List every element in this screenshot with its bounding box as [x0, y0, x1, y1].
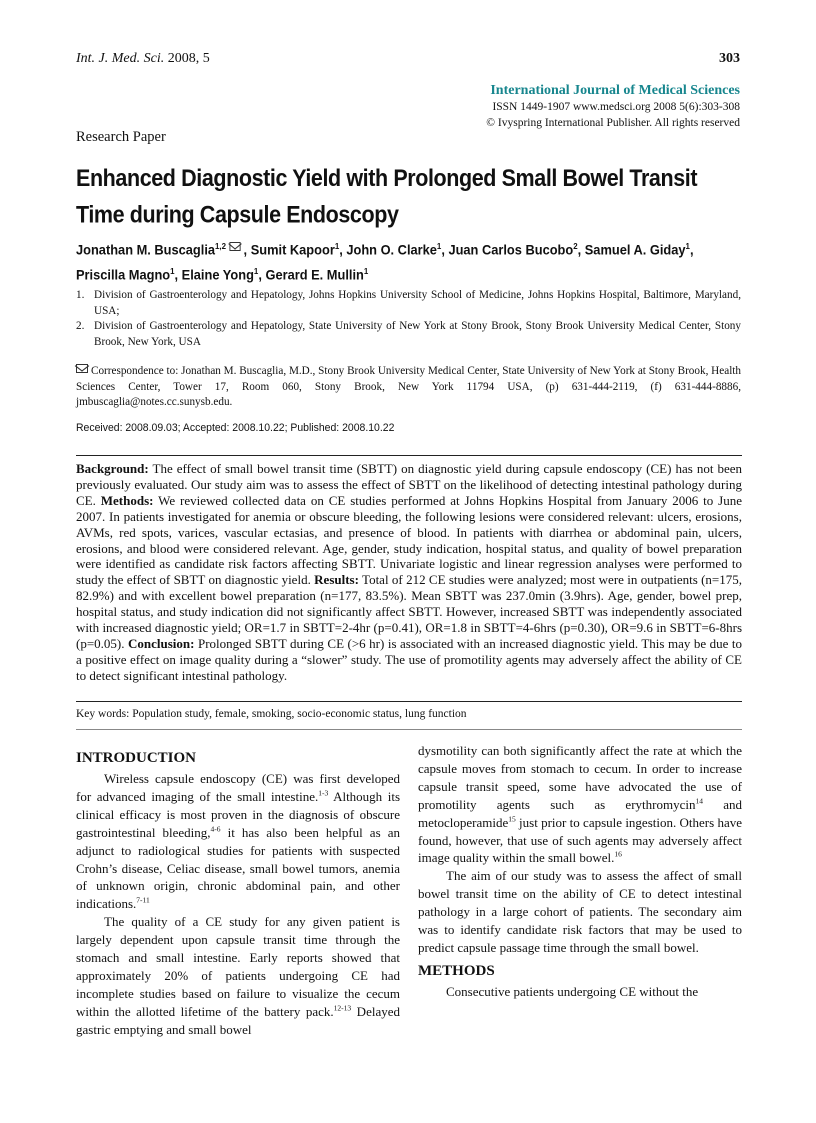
- author-affiliation: 1: [334, 241, 340, 251]
- page-number: 303: [719, 51, 740, 66]
- text-run: Wireless capsule endoscopy (CE) was first developed for advanced imaging of the small intestine.: [76, 771, 400, 804]
- envelope-icon: [230, 242, 241, 251]
- author-affiliation: 1: [170, 265, 175, 276]
- affiliation-item: [76, 288, 741, 319]
- author: Priscilla Magno: [76, 267, 171, 283]
- affiliation-number: 2.: [76, 320, 85, 333]
- affiliation-text: Division of Gastroenterology and Hepatology, Johns Hopkins University School of Medicine, Johns Hopkins Hospital, Baltimore, Maryland, USA;: [94, 289, 741, 317]
- body-column-left: [76, 748, 400, 1039]
- issn-line: ISSN 1449-1907 www.medsci.org 2008 5(6):303-308: [492, 101, 740, 113]
- abstract-results: Total of 212 CE studies were analyzed; most were in outpatients (n=175, 82.9%) and with excellent bowel preparation (n=177, 83.5%). Mean SBTT was 237.0min (3.9hrs). Age, gender, bowel prep, hospital status, and study indication did not significantly affect SBTT. However, increased SBTT was independently associated with increased diagnostic yield; OR=1.7 in SBTT=2-4hr (p=0.41), OR=1.8 in SBTT=4-6hrs (p=0.30), OR=9.6 in SBTT=6-8hrs (p=0.05).: [76, 572, 743, 651]
- affiliation-text: Division of Gastroenterology and Hepatology, State University of New York at Stony Brook, Stony Brook University Medical Center, Stony Brook, New York, USA: [94, 320, 741, 348]
- author: Elaine Yong: [181, 267, 254, 283]
- intro-paragraph-1: [76, 770, 400, 913]
- author-affiliation: 1: [436, 241, 442, 251]
- author-affiliation: 1: [363, 265, 369, 276]
- author: Sumit Kapoor: [250, 242, 335, 258]
- citation: 16: [614, 850, 622, 860]
- year-volume: 2008, 5: [164, 51, 210, 66]
- paper-type: Research Paper: [76, 129, 166, 145]
- abstract-top-rule: [76, 455, 742, 456]
- author: Jonathan M. Buscaglia: [76, 242, 216, 258]
- author-affiliation: 1: [253, 265, 259, 276]
- paper-title: Enhanced Diagnostic Yield with Prolonged Small Bowel Transit Time during Capsule Endoscopy: [76, 164, 698, 229]
- citation: 4-6: [210, 824, 221, 834]
- abstract-conclusion-label: Conclusion:: [128, 635, 195, 651]
- citation: 1-3: [318, 788, 329, 798]
- abstract-background-label: Background:: [76, 461, 149, 476]
- citation: 7-11: [136, 896, 150, 906]
- text-run: dysmotility can both significantly affect the rate at which the capsule moves from stomach to cecum. In order to increase capsule transit speed, some have advocated the use of promotility agents such as erythromycin: [418, 743, 742, 812]
- abstract-background: The effect of small bowel transit time (SBTT) on diagnostic yield during capsule endoscopy (CE) has not been previously evaluated. Our study aim was to assess the effect of SBTT on the likelihood of detecting intestinal pathology during CE.: [76, 461, 742, 508]
- text-run: and metocloperamide: [418, 796, 742, 830]
- text-run: just prior to capsule ingestion. Others have found, however, that use of such agents may adversely affect image quality within the small bowel.: [418, 814, 742, 866]
- abstract-methods: We reviewed collected data on CE studies performed at Johns Hopkins Hospital from January 2006 to June 2007. In patients investigated for anemia or obscure bleeding, the following lesions were considered relevant: ulcers, erosions, AVMs, red spots, varices, vascular ectasias, and presence of blood. In patients with diarrhea or abdominal pain, ulcers, erosions, and blood were considered relevant. Age, gender, study indication, hospital status, and quality of bowel preparation were identified as candidate risk factors affecting SBTT. Univariate logistic and linear regression analyses were performed to study the effect of SBTT on diagnostic yield.: [76, 492, 742, 588]
- author: Samuel A. Giday: [584, 242, 686, 258]
- affiliation-list: [76, 288, 741, 350]
- author: Gerard E. Mullin: [265, 267, 364, 283]
- envelope-icon: [76, 364, 88, 373]
- intro-paragraph-3: The aim of our study was to assess the affect of small bowel transit time on the ability of CE to detect intestinal pathology in a large cohort of patients. The secondary aim was to identify candidate risk factors that may be used to predict capsule passage time through the small bowel.: [418, 868, 742, 955]
- text-run: Although its clinical efficacy is most proven in the diagnosis of obscure gastrointestinal bleeding,: [76, 788, 401, 840]
- author-affiliation: 1: [685, 241, 690, 251]
- abstract: [76, 461, 742, 684]
- copyright-line: © Ivyspring International Publisher. All rights reserved: [486, 116, 740, 129]
- intro-paragraph-2: [76, 913, 400, 1038]
- author-affiliation: 1,2: [215, 241, 227, 251]
- author-affiliation: 2: [573, 241, 578, 251]
- journal-info: [486, 82, 740, 131]
- abstract-methods-label: Methods:: [100, 492, 154, 508]
- publication-dates: Received: 2008.09.03; Accepted: 2008.10.22; Published: 2008.10.22: [76, 422, 395, 434]
- author: John O. Clarke: [346, 242, 437, 258]
- text-run: The quality of a CE study for any given patient is largely dependent upon capsule transit time through the stomach and small intestine. Early reports showed that approximately 20% of patients undergoing CE had incomplete studies based on failure to visualize the cecum within the allotted lifetime of the battery pack.: [76, 914, 400, 1019]
- correspondence-text: Correspondence to: Jonathan M. Buscaglia, M.D., Stony Brook University Medical Center, State University of New York at Stony Brook, Health Sciences Center, Tower 17, Room 060, Stony Brook, New York 11794 USA, (p) 631-444-2119, (f) 631-444-8886, jmbuscaglia@notes.cc.sunysb.edu.: [76, 365, 741, 409]
- correspondence: [76, 364, 741, 411]
- affiliation-number: 1.: [76, 289, 85, 301]
- running-header: [76, 51, 210, 67]
- abstract-results-label: Results:: [314, 572, 359, 588]
- author-list: Jonathan M. Buscaglia$^{1,2}$ , Sumit Kapoor$^1$, John O. Clarke$^1$, Juan Carlos Bucobo$^2$, Samuel A. Giday$^1$, Priscilla Magno$^1$, Elaine Yong$^1$, Gerard E. Mullin$^1$: [76, 241, 694, 283]
- text-run: it has also been helpful as an adjunct to radiological studies for patients with suspected Crohn’s disease, Celiac disease, small bowel tumors, anemia of unknown origin, chronic abdominal pain, and other indications.: [76, 824, 400, 912]
- journal-short-title: Int. J. Med. Sci.: [76, 51, 165, 66]
- keywords: Key words: Population study, female, smoking, socio-economic status, lung function: [76, 708, 467, 720]
- author: Juan Carlos Bucobo: [448, 242, 574, 258]
- abstract-bottom-rule: [76, 701, 742, 702]
- text-run: Delayed gastric emptying and small bowel: [76, 1003, 400, 1037]
- citation: 14: [695, 796, 703, 806]
- section-heading-introduction: INTRODUCTION: [76, 750, 197, 766]
- body-column-right: [418, 742, 742, 1001]
- intro-paragraph-2-continued: [418, 742, 742, 867]
- citation: 15: [508, 814, 516, 824]
- keywords-rule: [76, 729, 742, 730]
- affiliation-item: [76, 319, 741, 350]
- abstract-conclusion: Prolonged SBTT during CE (>6 hr) is associated with an increased diagnostic yield. This may be due to a positive effect on image quality during a “slower” study. The use of promotility agents may adversely affect the ability of CE to detect significant intestinal pathology.: [76, 635, 742, 683]
- section-heading-methods: METHODS: [418, 962, 495, 979]
- citation: 12-13: [333, 1003, 352, 1013]
- journal-name: International Journal of Medical Sciences: [490, 83, 740, 98]
- methods-paragraph-1: Consecutive patients undergoing CE without the: [446, 983, 699, 999]
